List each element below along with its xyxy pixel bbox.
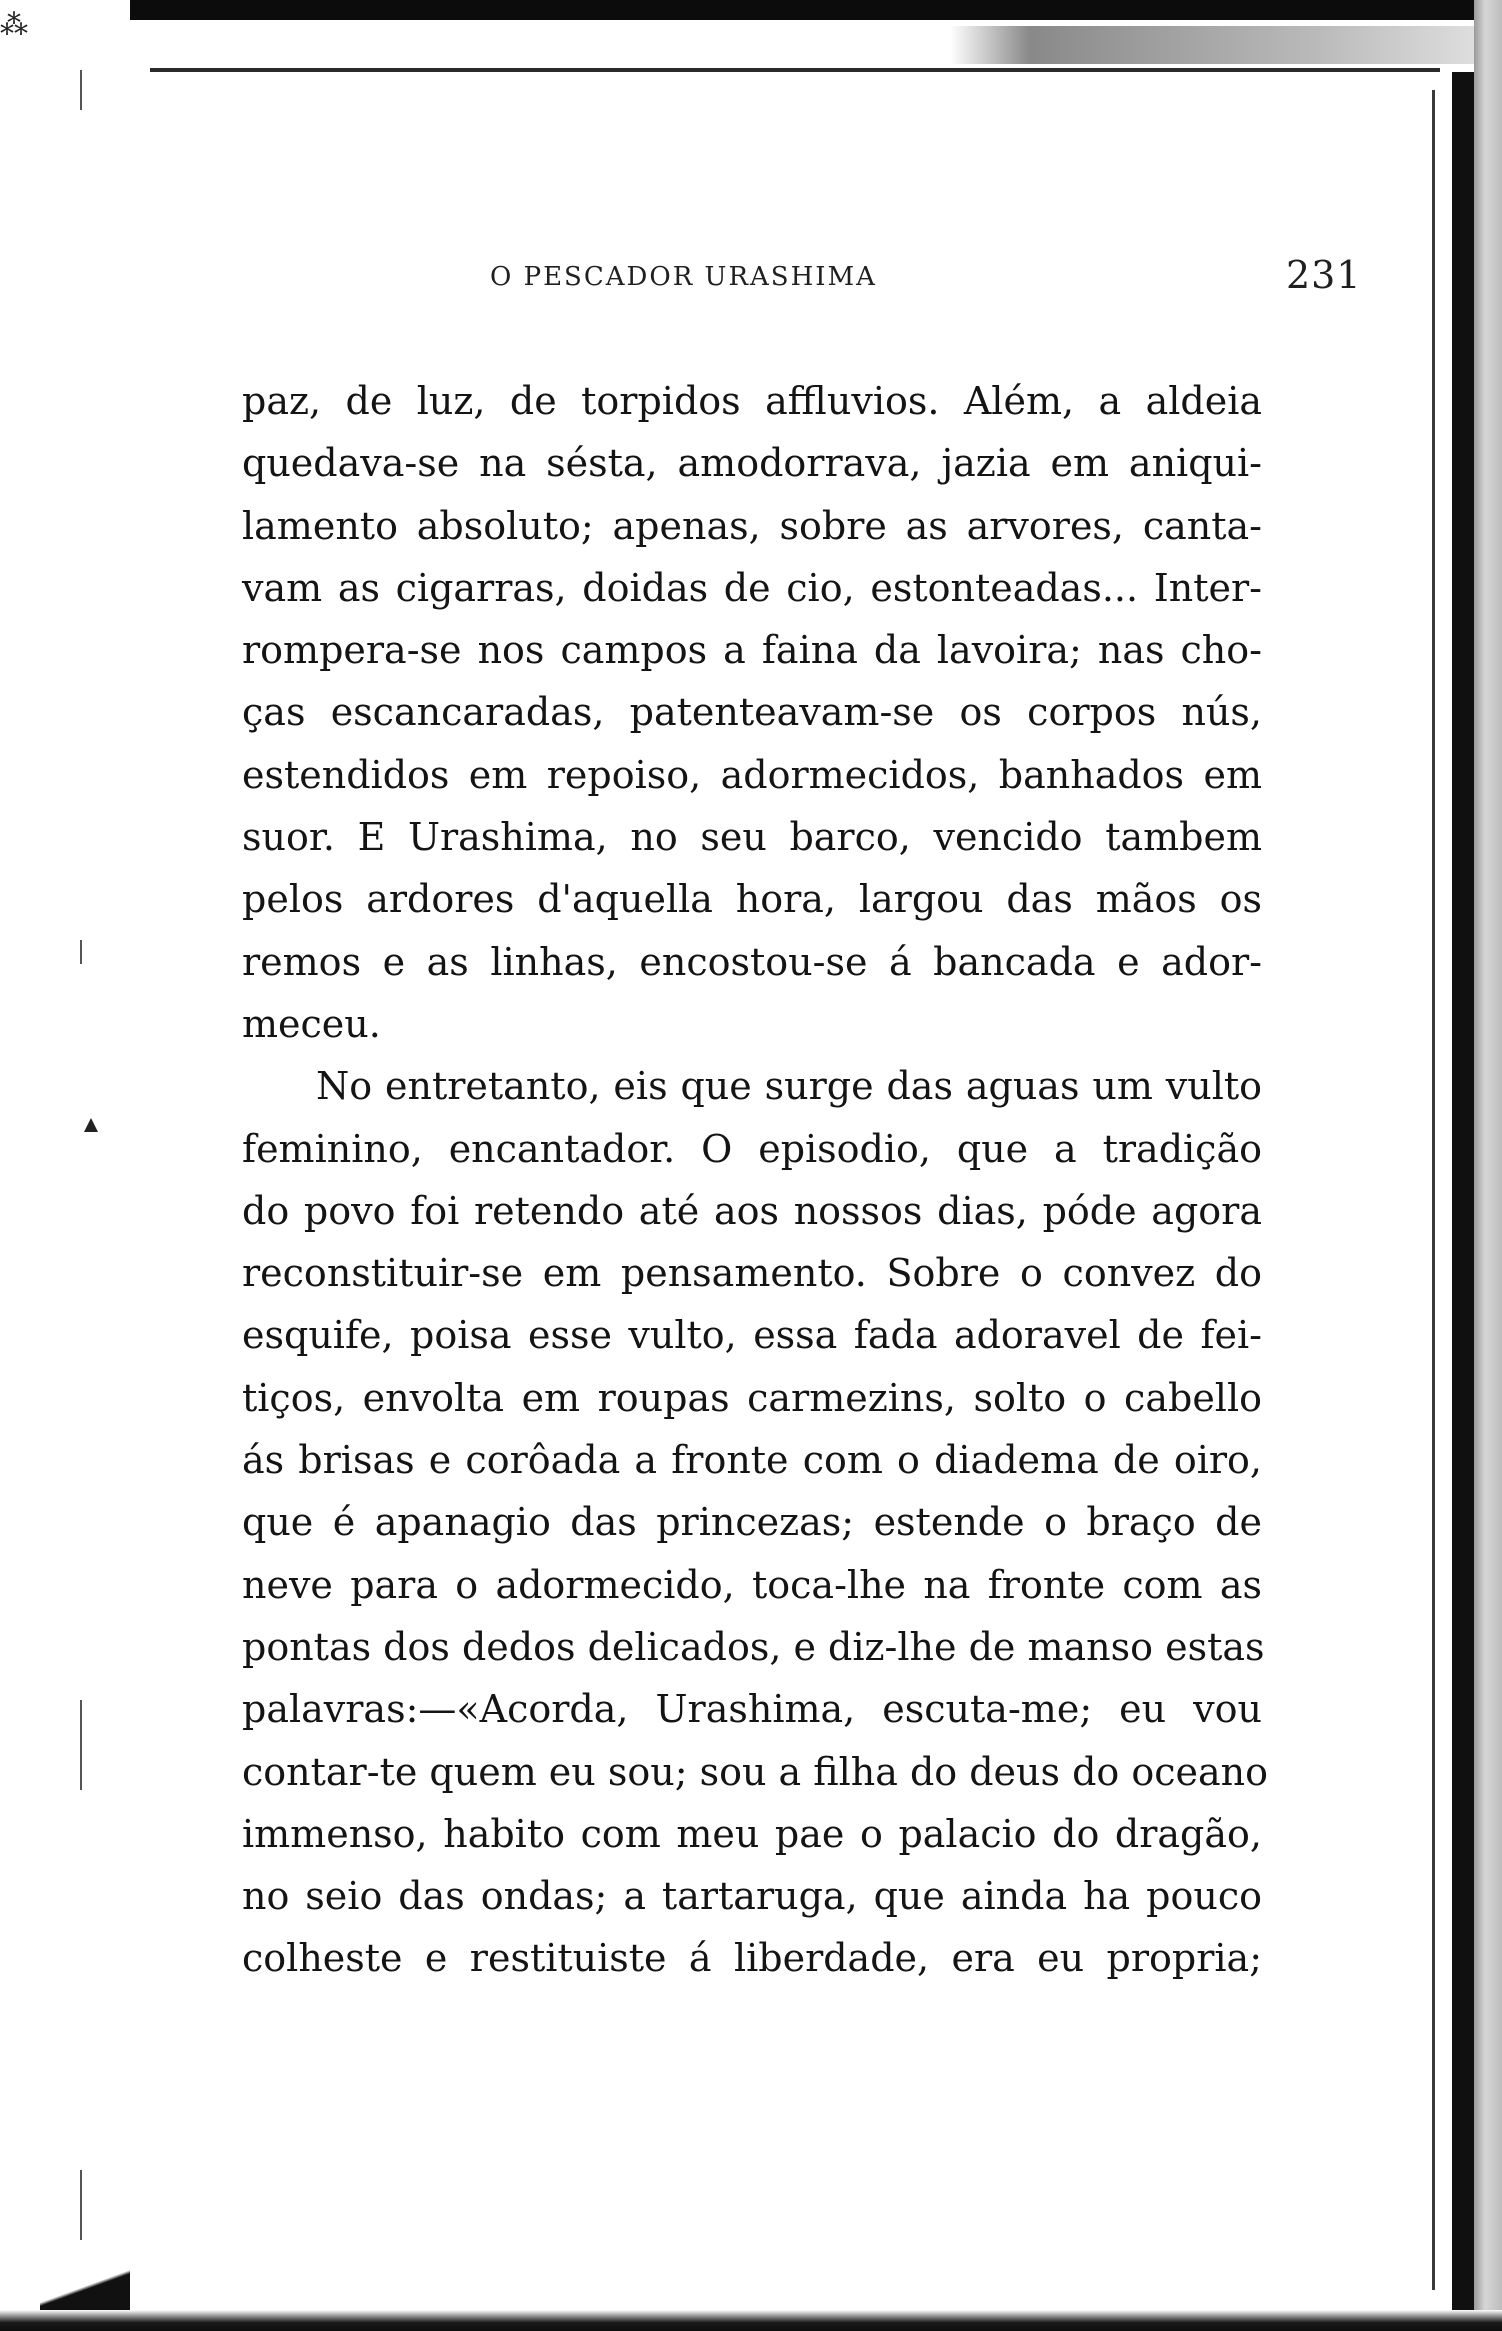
scan-top-smudge (950, 26, 1480, 64)
text-line: esquife, poisa esse vulto, essa fada adoravel de fei- (242, 1313, 1262, 1358)
scan-left-tick (80, 70, 82, 110)
scan-left-tick (80, 940, 82, 964)
text-line: feminino, encantador. O episodio, que a tradição (242, 1126, 1262, 1171)
text-line: rompera-se nos campos a faina da lavoira; nas cho- (242, 628, 1262, 673)
text-line: lamento absoluto; apenas, sobre as arvores, canta- (242, 503, 1262, 548)
text-line: tiços, envolta em roupas carmezins, solto o cabello (242, 1375, 1262, 1420)
paragraph (242, 370, 1262, 1055)
text-line: contar-te quem eu sou; sou a filha do deus do oceano (242, 1749, 1269, 1794)
margin-mark-icon (84, 1118, 98, 1132)
text-line: paz, de luz, de torpidos affluvios. Além, a aldeia (242, 379, 1262, 423)
scan-bottom-border (0, 2310, 1502, 2331)
text-line: no seio das ondas; a tartaruga, que ainda ha pouco (242, 1874, 1262, 1919)
scan-corner-mark: ⁂ (0, 8, 30, 41)
running-header-title: O PESCADOR URASHIMA (490, 262, 877, 292)
text-line: vam as cigarras, doidas de cio, estonteadas... Inter- (242, 565, 1262, 610)
text-line: que é apanagio das princezas; estende o braço de (242, 1500, 1262, 1545)
page-number: 231 (1286, 253, 1362, 297)
text-line: reconstituir-se em pensamento. Sobre o convez do (242, 1251, 1262, 1296)
scan-left-tick (80, 1700, 82, 1790)
text-line: immenso, habito com meu pae o palacio do dragão, (242, 1811, 1262, 1856)
text-line: suor. E Urashima, no seu barco, vencido tambem (242, 815, 1262, 860)
text-line: pontas dos dedos delicados, e diz-lhe de manso estas (242, 1624, 1265, 1669)
text-line: meceu. (242, 1001, 381, 1046)
text-line: neve para o adormecido, toca-lhe na fronte com as (242, 1562, 1262, 1607)
body-text (242, 370, 1269, 1990)
text-line: ás brisas e corôada a fronte com o diadema de oiro, (242, 1438, 1262, 1483)
text-line: remos e as linhas, encostou-se á bancada e ador- (242, 939, 1262, 984)
scan-inner-right-rule (1432, 90, 1435, 2290)
scan-right-border (1452, 72, 1474, 2322)
text-line: No entretanto, eis que surge das aguas um vulto (316, 1064, 1262, 1109)
scan-top-border (130, 0, 1502, 20)
text-line: do povo foi retendo até aos nossos dias, póde agora (242, 1188, 1262, 1233)
text-line: palavras:—«Acorda, Urashima, escuta-me; eu vou (242, 1687, 1262, 1732)
paragraph (242, 1055, 1269, 1989)
scan-bottom-shadow (40, 2268, 130, 2312)
text-line: estendidos em repoiso, adormecidos, banhados em (242, 752, 1262, 797)
text-line: colheste e restituiste á liberdade, era eu propria; (242, 1936, 1262, 1981)
scan-right-edge (1474, 0, 1502, 2331)
text-line: ças escancaradas, patenteavam-se os corpos nús, (242, 690, 1262, 735)
text-line: quedava-se na sésta, amodorrava, jazia em aniqui- (242, 441, 1262, 486)
scan-top-rule (150, 68, 1440, 72)
text-line: pelos ardores d'aquella hora, largou das mãos os (242, 877, 1262, 922)
scan-left-tick (80, 2170, 82, 2240)
